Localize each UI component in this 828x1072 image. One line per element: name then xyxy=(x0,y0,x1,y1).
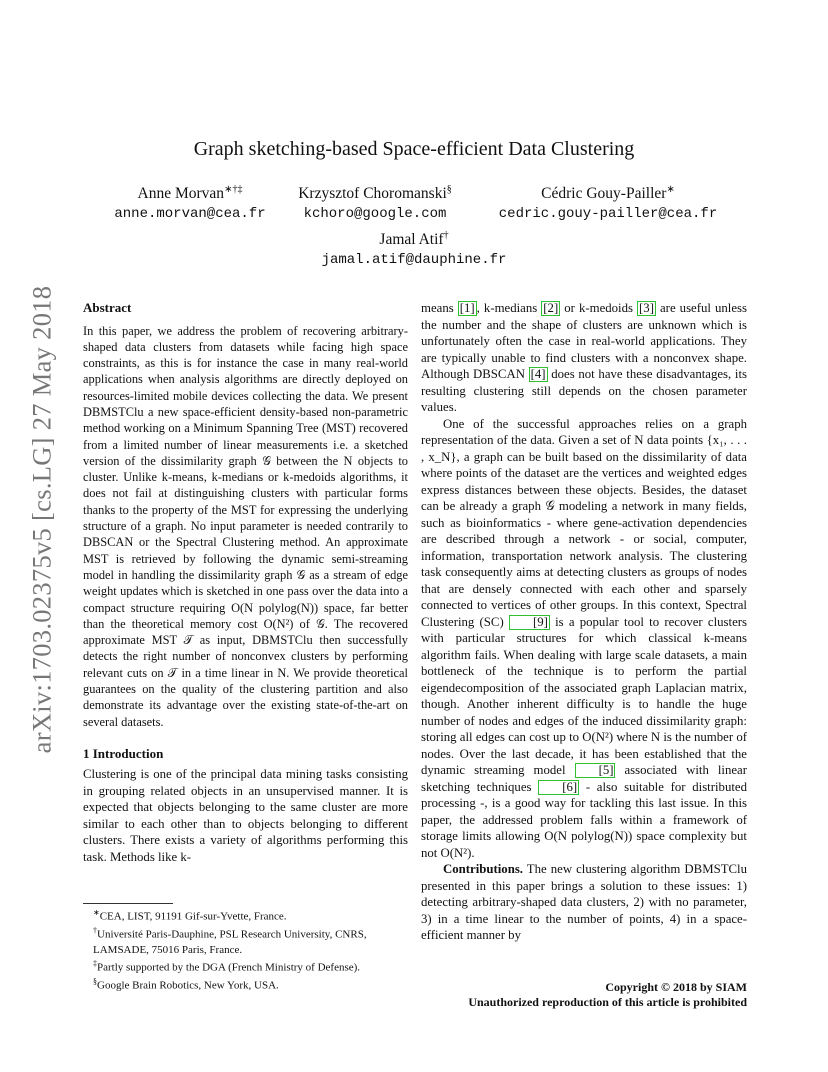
author-email: cedric.gouy-pailler@cea.fr xyxy=(498,206,718,223)
intro-paragraph-continued: means [1] , k-medians [2] or k-medoids [3] are useful unless the number and the shape of clusters are unknown which is unfortunately often the case in real-world applications. They are typically unable to find clusters with a nonconvex shape. Although DBSCAN [4] does not have these disadvantages, its resulting clustering still depends on the chosen parameter values. xyxy=(421,301,748,414)
copyright-notice xyxy=(468,980,747,1010)
contributions-label: Contributions. xyxy=(443,862,523,876)
citation-link[interactable]: [3] xyxy=(639,301,654,315)
contributions-paragraph: Contributions. The new clustering algorithm DBMSTClu presented in this paper brings a solution to these issues: 1) detecting arbitrary-shaped data clusters, 2) with no parameter, 3) in a time linear to the number of points, 4) in a space-efficient manner by xyxy=(421,862,747,942)
author-block xyxy=(290,180,460,224)
footnote-rule xyxy=(83,903,173,904)
citation-link[interactable]: [6] xyxy=(538,780,579,795)
citation-link[interactable]: [2] xyxy=(543,301,559,315)
reproduction-notice: Unauthorized reproduction of this article is prohibited xyxy=(468,995,747,1009)
intro-paragraph: Clustering is one of the principal data mining tasks consisting in grouping related objects in an unsupervised manner. It is expected that objects belonging to the same cluster are more similar to each other than to objects belonging to different clusters. There exists a variety of algorithms performing this task. Methods like k- xyxy=(83,767,408,864)
author-email: kchoro@google.com xyxy=(303,206,447,223)
arxiv-sidebar-stamp xyxy=(22,278,62,760)
copyright-line: Copyright © 2018 by SIAM xyxy=(605,980,747,994)
citation-link[interactable]: [5] xyxy=(575,763,616,778)
footnote: †Université Paris-Dauphine, PSL Research University, CNRS, LAMSADE, 75016 Paris, France. xyxy=(93,926,367,956)
author-name: Jamal Atif xyxy=(379,231,444,249)
footnote: ‡Partly supported by the DGA (French Ministry of Defense). xyxy=(93,959,361,974)
intro-paragraph-graph: One of the successful approaches relies on a graph representation of the data. Given a set of N data points {x₁, . . . , x_N}, a graph can be built based on the dissimilarity of data where points of the dataset are the vertices and weighted edges express distances between these objects. Besides, the dataset can be already a graph 𝒢 modeling a network in many fields, such as bioinformatics - where gene-activation dependencies are described through a network - or social, computer, information, transportation network analysis. The clustering task consequently aims at detecting clusters as groups of nodes that are densely connected with each other and sparsely connected to vertices of other groups. In this context, Spectral Clustering (SC) [9] is a popular tool to recover clusters with particular structures for which classical k-means algorithm fails. When dealing with large scale datasets, a main bottleneck of the technique is to perform the partial eigendecomposition of the associated graph Laplacian matrix, though. Another inherent difficulty is to handle the huge number of nodes and edges of the induced dissimilarity graph: storing all edges can cost up to O(N²) where N is the number of nodes. Over the last decade, it has been established that the dynamic streaming model [5] associated with linear sketching techniques [6] - also suitable for distributed processing -, is a good way for tackling this last issue. In this paper, the addressed problem falls within a framework of storage limits allowing O(N polylog(N)) space complexity but not O(N²). xyxy=(421,416,747,860)
author-name: Cédric Gouy-Pailler xyxy=(541,185,667,203)
author-block xyxy=(490,180,726,224)
author-marks: ∗†‡ xyxy=(224,184,243,195)
section-heading-introduction: 1 Introduction xyxy=(83,745,164,761)
citation-link[interactable]: [9] xyxy=(509,615,550,630)
author-email: jamal.atif@dauphine.fr xyxy=(321,252,507,269)
author-marks: † xyxy=(443,230,449,241)
citation-link[interactable]: [4] xyxy=(530,367,546,381)
arxiv-id: arXiv:1703.02375v5 [cs.LG] 27 May 2018 xyxy=(26,285,57,753)
author-block xyxy=(100,180,280,224)
footnote: ∗CEA, LIST, 91191 Gif-sur-Yvette, France. xyxy=(93,908,287,923)
author-email: anne.morvan@cea.fr xyxy=(114,206,266,223)
paper-title: Graph sketching-based Space-efficient Data Clustering xyxy=(193,138,635,160)
author-block xyxy=(314,226,514,270)
author-marks: § xyxy=(446,184,452,195)
footnote: §Google Brain Robotics, New York, USA. xyxy=(93,977,279,992)
footnotes xyxy=(83,903,408,994)
author-name: Anne Morvan xyxy=(137,185,225,203)
abstract-text: In this paper, we address the problem of recovering arbitrary-shaped data clusters from datasets while facing high space constraints, as this is for instance the case in many real-world applications when analysis algorithms are directly deployed on resources-limited mobile devices collecting the data. We present DBMSTClu a new space-efficient density-based non-parametric method working on a Minimum Spanning Tree (MST) recovered from a limited number of linear measurements i.e. a sketched version of the dissimilarity graph 𝒢 between the N objects to cluster. Unlike k-means, k-medians or k-medoids algorithms, it does not fail at distinguishing clusters with particular forms thanks to the property of the MST for expressing the underlying structure of a graph. No input parameter is needed contrarily to DBSCAN or the Spectral Clustering method. An approximate MST is retrieved by following the dynamic semi-streaming model in handling the dissimilarity graph 𝒢 as a stream of edge weight updates which is sketched in one pass over the data into a compact structure requiring O(N polylog(N)) space, far better than the theoretical memory cost O(N²) of 𝒢. The recovered approximate MST 𝒯 as input, DBMSTClu then successfully detects the right number of nonconvex clusters by performing relevant cuts on 𝒯 in a time linear in N. We provide theoretical guarantees on the quality of the clustering partition and also demonstrate its advantage over the existing state-of-the-art on several datasets. xyxy=(83,323,408,729)
citation-link[interactable]: [1] xyxy=(459,301,475,315)
abstract-heading: Abstract xyxy=(83,300,132,315)
left-column xyxy=(83,300,408,865)
right-column xyxy=(421,300,747,944)
author-name: Krzysztof Choromanski xyxy=(298,185,447,203)
author-marks: ∗ xyxy=(666,184,675,195)
